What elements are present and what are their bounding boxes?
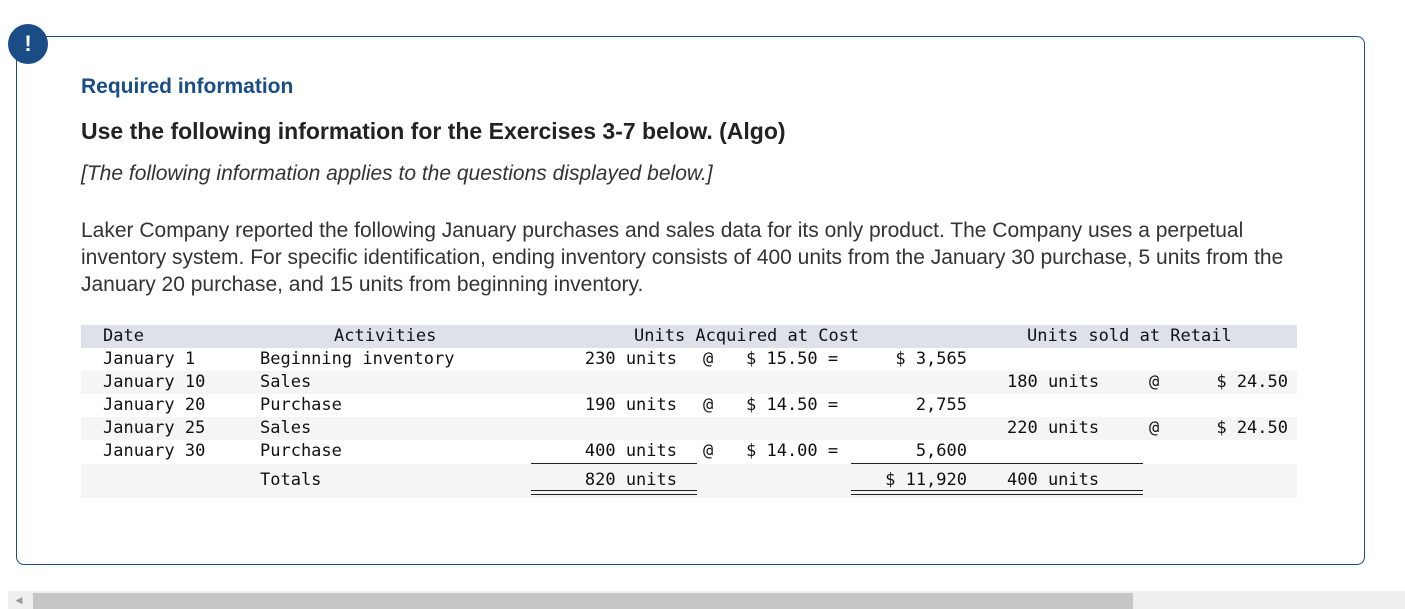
table-row [81,348,1297,371]
table-header-row [81,325,1297,348]
row-acquired-units: 400 units [584,441,677,461]
totals-acquired-units: 820 units [584,470,677,490]
row-sold-at: @ [1149,418,1160,438]
header-date: Date [103,326,144,346]
row-date: January 10 [103,372,206,392]
row-activity: Sales [260,418,312,438]
header-units-sold: Units sold at Retail [1027,326,1232,346]
table-row [81,371,1297,394]
problem-paragraph: Laker Company reported the following January purchases and sales data for its only product. The Company uses a perpetual inventory system. For specific identification, ending inventory consists of 400 units from the January 30 purchase, 5 units from the January 20 purchase, and 15 units from beginning inventory. [81,219,1284,296]
total-double-rule-units [531,490,697,495]
row-activity: Purchase [260,441,342,461]
row-date: January 25 [103,418,206,438]
row-date: January 20 [103,395,206,415]
alert-icon: ! [8,24,48,64]
row-date: January 30 [103,441,206,461]
scrollbar-thumb[interactable] [33,593,1133,609]
row-acquired-total: 5,600 [915,441,967,461]
row-date: January 1 [103,349,196,369]
required-info-card [16,36,1365,565]
row-acquired-total: $ 3,565 [895,349,967,369]
totals-acquired-cost: $ 11,920 [885,470,967,490]
header-units-acquired: Units Acquired at Cost [634,326,860,346]
totals-label: Totals [260,470,322,490]
row-acquired-at: @ [703,441,714,461]
row-acquired-at: @ [703,395,714,415]
table-row [81,394,1297,417]
row-activity: Beginning inventory [260,349,455,369]
row-sold-price: $ 24.50 [1216,418,1288,438]
row-activity: Purchase [260,395,342,415]
horizontal-scrollbar[interactable] [8,591,1405,609]
row-acquired-at: @ [703,349,714,369]
total-double-rule-totals [851,490,1143,495]
row-sold-at: @ [1149,372,1160,392]
row-sold-price: $ 24.50 [1216,372,1288,392]
exercise-heading: Use the following information for the Exercises 3-7 below. (Algo) [81,118,786,144]
totals-sold-units: 400 units [1007,470,1100,490]
row-acquired-price: $ 15.50 = [746,349,839,369]
row-acquired-units: 190 units [584,395,677,415]
scroll-left-icon[interactable]: ◀ [15,594,23,605]
row-acquired-price: $ 14.50 = [746,395,839,415]
row-acquired-price: $ 14.00 = [746,441,839,461]
row-acquired-total: 2,755 [915,395,967,415]
applies-note: [The following information applies to the questions displayed below.] [81,162,713,185]
header-activities: Activities [334,326,437,346]
row-sold-units: 180 units [1007,372,1100,392]
row-sold-units: 220 units [1007,418,1100,438]
required-information-title: Required information [81,75,294,98]
table-row [81,440,1297,463]
row-acquired-units: 230 units [584,349,677,369]
table-row [81,417,1297,440]
row-activity: Sales [260,372,312,392]
inventory-table [81,325,1297,500]
